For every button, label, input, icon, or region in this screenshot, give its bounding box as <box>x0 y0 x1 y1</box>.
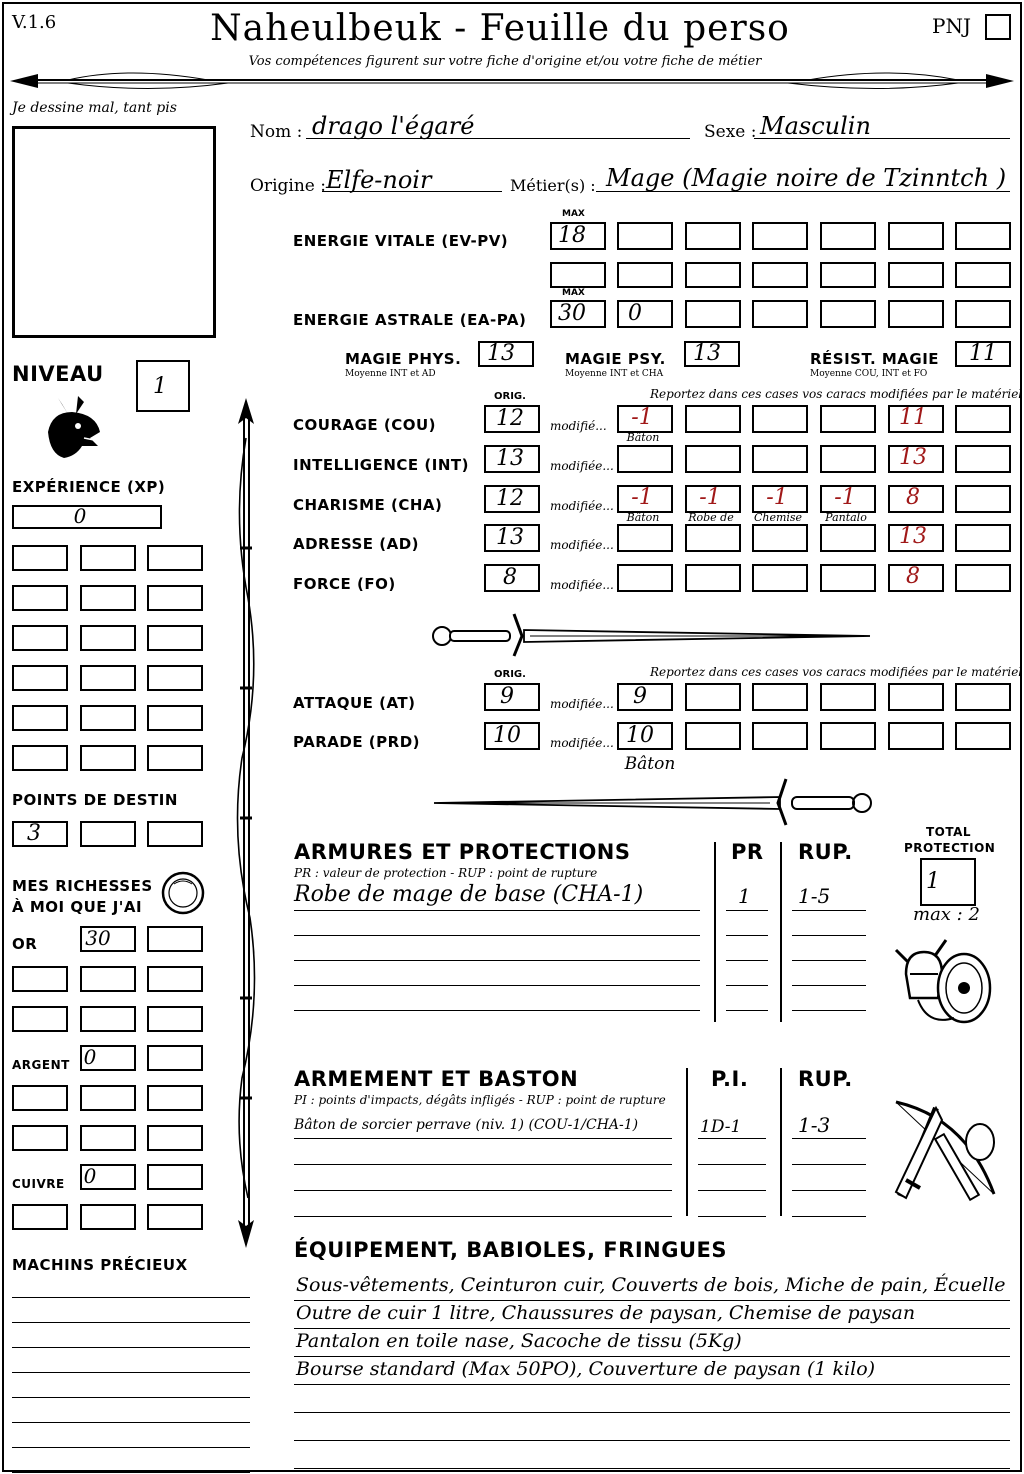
ev-box[interactable] <box>617 222 673 250</box>
or-label: OR <box>12 935 38 953</box>
carac-mod-caption: Bâton <box>626 431 660 444</box>
carac-mod-value: -1 <box>766 485 788 510</box>
arme-pi-line[interactable] <box>698 1216 766 1217</box>
magie-psy-note: Moyenne INT et CHA <box>565 369 664 379</box>
carac-mod-box[interactable] <box>955 405 1011 433</box>
carac-mod-value: 8 <box>906 564 920 589</box>
ev-max-label: MAX <box>562 209 585 219</box>
carac-modif-label: modifiée... <box>550 499 614 513</box>
carac-mod-value: 8 <box>906 485 920 510</box>
equipement-item: Pantalon en toile nase, Sacoche de tissu (5Kg) <box>296 1330 742 1352</box>
armure-rup-line[interactable] <box>792 960 866 961</box>
carac-label: CHARISME (CHA) <box>293 496 443 514</box>
machins-label: MACHINS PRÉCIEUX <box>12 1256 188 1274</box>
ev-box[interactable] <box>752 222 808 250</box>
armure-pr-line[interactable] <box>726 960 768 961</box>
combat-mod-box[interactable] <box>752 722 808 750</box>
equipement-line[interactable] <box>294 1412 1010 1413</box>
arme-rup-line[interactable] <box>792 1216 866 1217</box>
cuivre-box[interactable] <box>147 1204 203 1230</box>
xp-box[interactable] <box>80 745 136 771</box>
magie-phys-value: 13 <box>487 341 515 366</box>
carac-mod-box[interactable] <box>685 405 741 433</box>
xp-box[interactable] <box>147 625 203 651</box>
arme-pi-line[interactable] <box>698 1190 766 1191</box>
sheet-title: Naheulbeuk - Feuille du perso <box>210 8 790 49</box>
armure-pr-line[interactable] <box>726 910 768 911</box>
header-spear-divider <box>8 66 1016 94</box>
xp-box[interactable] <box>12 705 68 731</box>
carac-mod-box[interactable] <box>685 445 741 473</box>
arme-rup-line[interactable] <box>792 1164 866 1165</box>
combat-mod-box[interactable] <box>820 683 876 711</box>
equipement-line[interactable] <box>294 1468 1010 1469</box>
carac-mod-box[interactable] <box>820 524 876 552</box>
armure-name-line[interactable] <box>294 910 700 911</box>
machins-line[interactable] <box>12 1372 250 1373</box>
arme-rup-line[interactable] <box>792 1190 866 1191</box>
carac-mod-box[interactable] <box>752 524 808 552</box>
ev-box[interactable] <box>820 222 876 250</box>
carac-mod-box[interactable] <box>820 405 876 433</box>
version-label: V.1.6 <box>12 12 57 33</box>
cuivre-value: 0 <box>83 1164 97 1188</box>
combat-label: PARADE (PRD) <box>293 733 421 751</box>
arme-name: Bâton de sorcier perrave (niv. 1) (COU-1/CHA-1) <box>294 1117 639 1133</box>
carac-mod-box[interactable] <box>955 485 1011 513</box>
or-box[interactable] <box>147 966 203 992</box>
armure-rup-line[interactable] <box>792 935 866 936</box>
carac-label: INTELLIGENCE (INT) <box>293 456 469 474</box>
armure-name: Robe de mage de base (CHA-1) <box>294 882 644 907</box>
ev-label: ENERGIE VITALE (EV-PV) <box>293 232 509 250</box>
ea-max-value: 30 <box>558 301 586 326</box>
combat-label: ATTAQUE (AT) <box>293 694 416 712</box>
armement-pi-label: P.I. <box>711 1067 749 1091</box>
ev-max-value: 18 <box>558 223 586 248</box>
armure-rup-line[interactable] <box>792 1010 866 1011</box>
metier-label: Métier(s) : <box>510 176 596 195</box>
portrait-caption: Je dessine mal, tant pis <box>12 100 177 116</box>
carac-mod-box[interactable] <box>955 445 1011 473</box>
armure-rup-line[interactable] <box>792 910 866 911</box>
ea-max-label: MAX <box>562 288 585 298</box>
xp-box[interactable] <box>80 665 136 691</box>
helmet-shield-icon <box>888 930 1000 1030</box>
xp-box[interactable] <box>12 585 68 611</box>
ea-box[interactable] <box>820 300 876 328</box>
machins-line[interactable] <box>12 1397 250 1398</box>
or-box[interactable] <box>12 1006 68 1032</box>
carac-orig-value: 12 <box>496 406 524 431</box>
arme-pi: 1D-1 <box>700 1117 742 1137</box>
carac-mod-caption: Bâton <box>626 511 660 524</box>
armure-name-line[interactable] <box>294 935 700 936</box>
combat-mod-box[interactable] <box>685 683 741 711</box>
argent-box[interactable] <box>147 1085 203 1111</box>
xp-box[interactable] <box>12 625 68 651</box>
armure-name-line[interactable] <box>294 1010 700 1011</box>
combat-modif-label: modifiée... <box>550 736 614 750</box>
ev-box[interactable] <box>955 222 1011 250</box>
arme-pi-line[interactable] <box>698 1164 766 1165</box>
carac-mod-caption: Robe de <box>688 511 734 524</box>
xp-box[interactable] <box>147 665 203 691</box>
ev-box[interactable] <box>888 222 944 250</box>
xp-box[interactable] <box>80 585 136 611</box>
sexe-label: Sexe : <box>704 122 757 142</box>
cuivre-box[interactable] <box>12 1204 68 1230</box>
carac-mod-caption: Pantalo <box>825 511 867 524</box>
xp-box[interactable] <box>80 625 136 651</box>
equipement-item: Outre de cuir 1 litre, Chaussures de paysan, Chemise de paysan <box>296 1302 916 1324</box>
cuivre-box[interactable] <box>80 1204 136 1230</box>
armures-rup-label: RUP. <box>798 840 853 864</box>
caracs-report-note: Reportez dans ces cases vos caracs modifiées par le matériel <box>650 387 1023 401</box>
ea-current-value: 0 <box>628 301 642 326</box>
destin-label: POINTS DE DESTIN <box>12 791 178 809</box>
ev-box[interactable] <box>685 262 741 288</box>
carac-mod-box[interactable] <box>752 564 808 592</box>
metier-value[interactable]: Mage (Magie noire de Tzinntch ) <box>606 164 1007 192</box>
destin-box-3[interactable] <box>147 821 203 847</box>
cuivre-box[interactable] <box>147 1164 203 1190</box>
resist-magie-value: 11 <box>969 341 997 366</box>
total-protection-value: 1 <box>926 869 940 894</box>
ev-box[interactable] <box>617 262 673 288</box>
or-value: 30 <box>85 926 111 950</box>
portrait-box[interactable] <box>12 126 216 338</box>
argent-box[interactable] <box>12 1125 68 1151</box>
carac-modif-label: modifiée... <box>550 459 614 473</box>
combat-mod-caption: Bâton <box>624 754 676 774</box>
xp-box[interactable] <box>12 545 68 571</box>
armure-rup-line[interactable] <box>792 985 866 986</box>
carac-mod-value: 13 <box>899 524 927 549</box>
ev-box[interactable] <box>888 262 944 288</box>
machins-line[interactable] <box>12 1447 250 1448</box>
or-box-2[interactable] <box>147 926 203 952</box>
ev-box[interactable] <box>752 262 808 288</box>
combat-report-note: Reportez dans ces cases vos caracs modifiées par le matériel <box>650 665 1023 679</box>
arme-rup: 1-3 <box>798 1113 831 1137</box>
carac-label: FORCE (FO) <box>293 575 396 593</box>
sheet-subtitle: Vos compétences figurent sur votre fiche d'origine et/ou votre fiche de métier <box>248 54 762 69</box>
arme-name-line[interactable] <box>294 1190 672 1191</box>
total-protection-label-2: PROTECTION <box>904 841 996 855</box>
xp-box[interactable] <box>80 705 136 731</box>
nom-value[interactable]: drago l'égaré <box>312 112 475 140</box>
armure-pr-line[interactable] <box>726 985 768 986</box>
combat-mod-box[interactable] <box>955 683 1011 711</box>
argent-box[interactable] <box>147 1125 203 1151</box>
armure-pr-line[interactable] <box>726 935 768 936</box>
argent-value: 0 <box>83 1045 97 1069</box>
arme-name-line[interactable] <box>294 1216 672 1217</box>
carac-mod-box[interactable] <box>685 524 741 552</box>
xp-box[interactable] <box>147 745 203 771</box>
armure-name-line[interactable] <box>294 985 700 986</box>
carac-mod-box[interactable] <box>752 445 808 473</box>
combat-mod-box[interactable] <box>752 683 808 711</box>
ev-box[interactable] <box>955 262 1011 288</box>
combat-mod-value: 9 <box>633 684 647 709</box>
carac-mod-caption: Chemise <box>753 511 803 524</box>
ev-box[interactable] <box>820 262 876 288</box>
resist-magie-note: Moyenne COU, INT et FO <box>810 369 928 379</box>
sword-icon-2 <box>430 775 875 827</box>
carac-modif-label: modifiée... <box>550 578 614 592</box>
argent-box[interactable] <box>80 1125 136 1151</box>
origine-label: Origine : <box>250 176 326 196</box>
total-protection-label-1: TOTAL <box>926 825 972 839</box>
carac-mod-box[interactable] <box>617 564 673 592</box>
xp-value: 0 <box>73 504 87 528</box>
or-box[interactable] <box>12 966 68 992</box>
armure-pr: 1 <box>738 884 751 908</box>
destin-value: 3 <box>27 821 41 846</box>
spear-icon <box>228 398 264 1248</box>
combat-mod-box[interactable] <box>685 722 741 750</box>
richesses-label-1: MES RICHESSES <box>12 877 153 895</box>
armement-note: PI : points d'impacts, dégâts infligés - RUP : point de rupture <box>294 1093 666 1107</box>
xp-box[interactable] <box>12 665 68 691</box>
armure-pr-line[interactable] <box>726 1010 768 1011</box>
magie-psy-value: 13 <box>693 341 721 366</box>
combat-mod-box[interactable] <box>888 683 944 711</box>
xp-box[interactable] <box>80 545 136 571</box>
equipement-title: ÉQUIPEMENT, BABIOLES, FRINGUES <box>294 1238 727 1262</box>
argent-box[interactable] <box>80 1085 136 1111</box>
argent-box[interactable] <box>12 1085 68 1111</box>
carac-mod-value: -1 <box>631 405 653 430</box>
carac-modif-label: modifiée... <box>550 538 614 552</box>
resist-magie-label: RÉSIST. MAGIE <box>810 350 940 368</box>
nom-label: Nom : <box>250 122 303 142</box>
armure-name-line[interactable] <box>294 960 700 961</box>
carac-orig-value: 13 <box>496 525 524 550</box>
equipement-item: Bourse standard (Max 50PO), Couverture de paysan (1 kilo) <box>296 1358 876 1380</box>
armures-note: PR : valeur de protection - RUP : point de rupture <box>294 866 598 880</box>
destin-box-2[interactable] <box>80 821 136 847</box>
ea-box[interactable] <box>888 300 944 328</box>
combat-mod-box[interactable] <box>888 722 944 750</box>
equipement-line[interactable] <box>294 1356 1010 1357</box>
combat-mod-box[interactable] <box>820 722 876 750</box>
armure-rup: 1-5 <box>798 884 831 908</box>
magie-psy-label: MAGIE PSY. <box>565 350 666 368</box>
combat-mod-value: 10 <box>626 723 654 748</box>
ea-label: ENERGIE ASTRALE (EA-PA) <box>293 311 527 329</box>
combat-modif-label: modifiée... <box>550 697 614 711</box>
arme-name-line[interactable] <box>294 1164 672 1165</box>
armement-rup-label: RUP. <box>798 1067 853 1091</box>
carac-mod-box[interactable] <box>955 524 1011 552</box>
caracs-orig-label: ORIG. <box>494 391 526 402</box>
machins-line[interactable] <box>12 1472 250 1473</box>
equipement-line[interactable] <box>294 1384 1010 1385</box>
equipement-line[interactable] <box>294 1300 1010 1301</box>
or-box[interactable] <box>80 1006 136 1032</box>
armures-title: ARMURES ET PROTECTIONS <box>294 840 631 864</box>
sword-icon <box>430 610 875 658</box>
carac-mod-box[interactable] <box>617 524 673 552</box>
origine-value[interactable]: Elfe-noir <box>326 166 432 194</box>
carac-mod-value: 11 <box>899 405 927 430</box>
carac-mod-box[interactable] <box>685 564 741 592</box>
machins-line[interactable] <box>12 1322 250 1323</box>
machins-line[interactable] <box>12 1297 250 1298</box>
pnj-checkbox[interactable] <box>985 14 1011 40</box>
carac-mod-value: 13 <box>899 445 927 470</box>
ea-box[interactable] <box>752 300 808 328</box>
cuivre-label: CUIVRE <box>12 1177 65 1191</box>
equipement-item: Sous-vêtements, Ceinturon cuir, Couverts de bois, Miche de pain, Écuelle <box>296 1274 1006 1296</box>
xp-label: EXPÉRIENCE (XP) <box>12 478 166 496</box>
magie-phys-note: Moyenne INT et AD <box>345 369 436 379</box>
ev-box[interactable] <box>685 222 741 250</box>
niveau-value: 1 <box>153 374 167 399</box>
carac-mod-box[interactable] <box>820 445 876 473</box>
equipement-line[interactable] <box>294 1328 1010 1329</box>
combat-orig-label: ORIG. <box>494 669 526 680</box>
carac-mod-box[interactable] <box>752 405 808 433</box>
carac-orig-value: 8 <box>503 565 517 590</box>
ea-box[interactable] <box>955 300 1011 328</box>
arme-rup-line[interactable] <box>792 1138 866 1139</box>
machins-line[interactable] <box>12 1422 250 1423</box>
arme-name-line[interactable] <box>294 1138 672 1139</box>
carac-label: COURAGE (COU) <box>293 416 437 434</box>
xp-box[interactable] <box>147 585 203 611</box>
carac-mod-box[interactable] <box>820 564 876 592</box>
carac-mod-box[interactable] <box>955 564 1011 592</box>
ea-box[interactable] <box>685 300 741 328</box>
carac-label: ADRESSE (AD) <box>293 535 420 553</box>
xp-box[interactable] <box>147 545 203 571</box>
weapons-icon <box>886 1098 1004 1216</box>
niveau-label: NIVEAU <box>12 362 104 386</box>
total-protection-max: max : 2 <box>913 904 980 925</box>
xp-box[interactable] <box>12 745 68 771</box>
combat-orig-value: 10 <box>493 723 521 748</box>
machins-line[interactable] <box>12 1347 250 1348</box>
argent-label: ARGENT <box>12 1058 70 1072</box>
carac-mod-value: -1 <box>834 485 856 510</box>
argent-box[interactable] <box>147 1045 203 1071</box>
carac-orig-value: 12 <box>496 486 524 511</box>
ev-box[interactable] <box>550 262 606 288</box>
armement-title: ARMEMENT ET BASTON <box>294 1067 579 1091</box>
richesses-label-2: À MOI QUE J'AI <box>12 898 143 916</box>
carac-mod-box[interactable] <box>617 445 673 473</box>
carac-modif-label: modifié... <box>550 419 607 433</box>
arme-pi-line[interactable] <box>698 1138 766 1139</box>
pnj-label: PNJ <box>932 14 971 38</box>
armures-pr-label: PR <box>731 840 764 864</box>
equipement-line[interactable] <box>294 1440 1010 1441</box>
or-box[interactable] <box>147 1006 203 1032</box>
xp-box[interactable] <box>147 705 203 731</box>
combat-mod-box[interactable] <box>955 722 1011 750</box>
sexe-value[interactable]: Masculin <box>760 112 871 140</box>
combat-orig-value: 9 <box>500 684 514 709</box>
coin-icon <box>160 870 206 916</box>
magie-phys-label: MAGIE PHYS. <box>345 350 462 368</box>
dragon-icon <box>38 392 106 464</box>
or-box[interactable] <box>80 966 136 992</box>
carac-orig-value: 13 <box>496 446 524 471</box>
carac-mod-value: -1 <box>631 485 653 510</box>
carac-mod-value: -1 <box>699 485 721 510</box>
